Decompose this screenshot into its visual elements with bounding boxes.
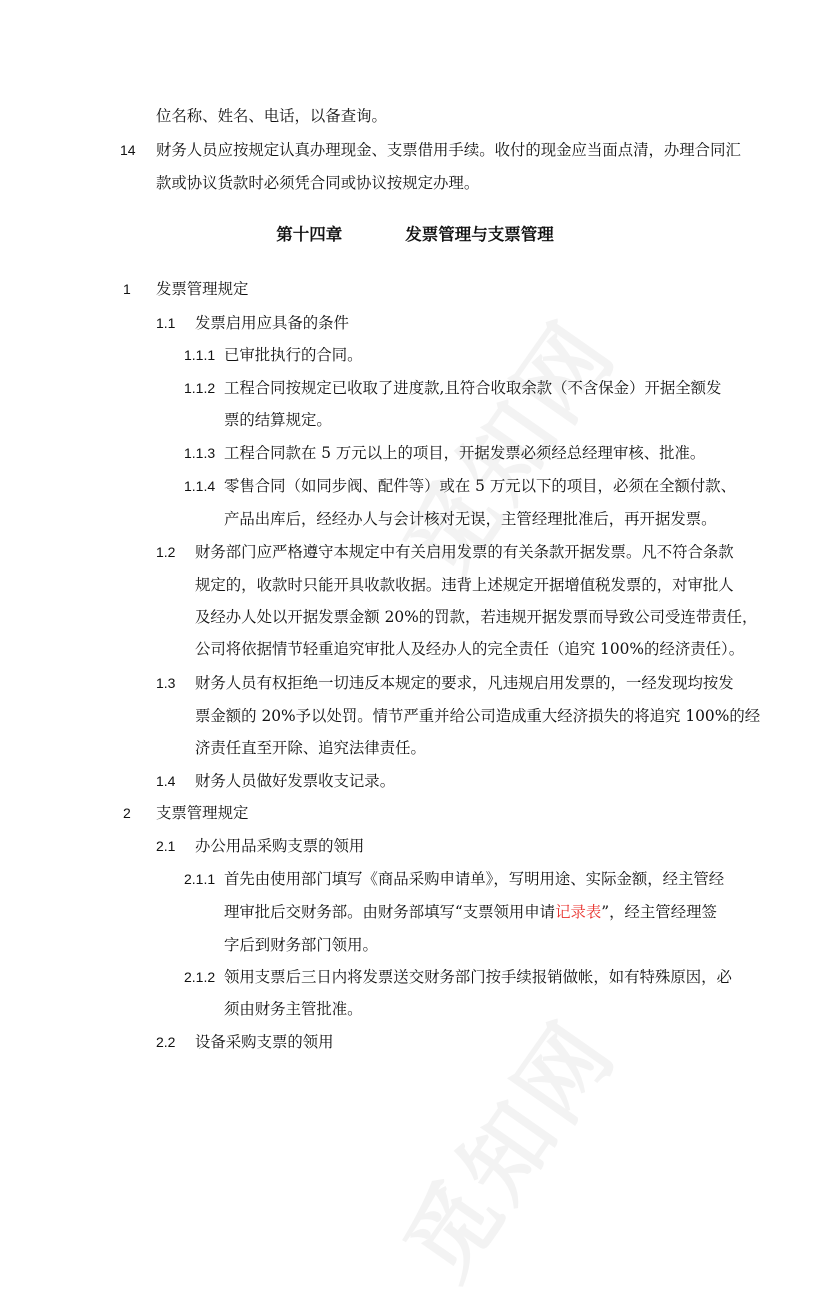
item-number: 1.3 [156, 675, 176, 691]
item-number: 14 [120, 142, 136, 158]
item-number: 1.1.4 [184, 478, 216, 494]
text-line: 财务人员应按规定认真办理现金、支票借用手续。收付的现金应当面点清，办理合同汇 [156, 141, 741, 159]
text-line: 票金额的 20%予以处罚。情节严重并给公司造成重大经济损失的将追究 100%的经 [195, 707, 761, 725]
text-line: 已审批执行的合同。 [224, 346, 363, 364]
text-line: 零售合同（如同步阀、配件等）或在 5 万元以下的项目，必须在全额付款、 [224, 477, 737, 495]
chapter-title: 第十四章 发票管理与支票管理 [276, 225, 554, 244]
item-number: 2.1.2 [184, 969, 216, 985]
text-line: 设备采购支票的领用 [195, 1033, 334, 1051]
item-number: 1.1.1 [184, 347, 216, 363]
text-line: 办公用品采购支票的领用 [195, 837, 365, 855]
text-line [224, 902, 717, 922]
text-segment: ”，经主管经理签 [601, 903, 717, 921]
text-line: 支票管理规定 [156, 804, 249, 822]
item-number: 2.1.1 [184, 871, 216, 887]
text-line: 票的结算规定。 [224, 411, 332, 429]
item-number: 1.1.2 [184, 380, 216, 396]
text-segment: 理审批后交财务部。由财务部填写“支票领用申请 [224, 903, 556, 921]
watermark-2 [368, 990, 640, 1300]
text-line: 款或协议货款时必须凭合同或协议按规定办理。 [156, 174, 480, 192]
item-number: 2.2 [156, 1034, 176, 1050]
text-line: 产品出库后，经经办人与会计核对无误，主管经理批准后，再开据发票。 [224, 510, 717, 528]
item-number: 1.2 [156, 544, 176, 560]
text-line: 字后到财务部门领用。 [224, 936, 378, 954]
text-line: 发票管理规定 [156, 280, 249, 298]
text-line: 领用支票后三日内将发票送交财务部门按手续报销做帐，如有特殊原因，必 [224, 968, 732, 986]
text-line: 济责任直至开除、追究法律责任。 [195, 739, 426, 757]
text-line: 财务人员做好发票收支记录。 [195, 772, 396, 790]
text-line: 财务人员有权拒绝一切违反本规定的要求，凡违规启用发票的，一经发现均按发 [195, 674, 734, 692]
highlight-text: 记录表 [555, 903, 602, 921]
text-line: 及经办人处以开据发票金额 20%的罚款，若违规开据发票而导致公司受连带责任， [195, 608, 758, 626]
text-line: 须由财务主管批准。 [224, 1000, 363, 1018]
text-line: 公司将依据情节轻重追究审批人及经办人的完全责任（追究 100%的经济责任）。 [195, 640, 745, 658]
item-number: 2 [123, 805, 131, 821]
item-number: 1.1.3 [184, 445, 216, 461]
text-line: 工程合同按规定已收取了进度款,且符合收取余款（不含保金）开据全额发 [224, 379, 722, 397]
item-number: 1.4 [156, 773, 176, 789]
text-line: 首先由使用部门填写《商品采购申请单》，写明用途、实际金额，经主管经 [224, 870, 725, 888]
text-line: 位名称、姓名、电话，以备查询。 [156, 107, 387, 125]
text-line: 发票启用应具备的条件 [195, 314, 349, 332]
text-line: 规定的，收款时只能开具收款收据。违背上述规定开据增值税发票的，对审批人 [195, 576, 734, 594]
text-line: 工程合同款在 5 万元以上的项目，开据发票必须经总经理审核、批准。 [224, 444, 706, 462]
item-number: 2.1 [156, 838, 176, 854]
item-number: 1 [123, 281, 131, 297]
text-line: 财务部门应严格遵守本规定中有关启用发票的有关条款开据发票。凡不符合条款 [195, 543, 734, 561]
item-number: 1.1 [156, 315, 176, 331]
